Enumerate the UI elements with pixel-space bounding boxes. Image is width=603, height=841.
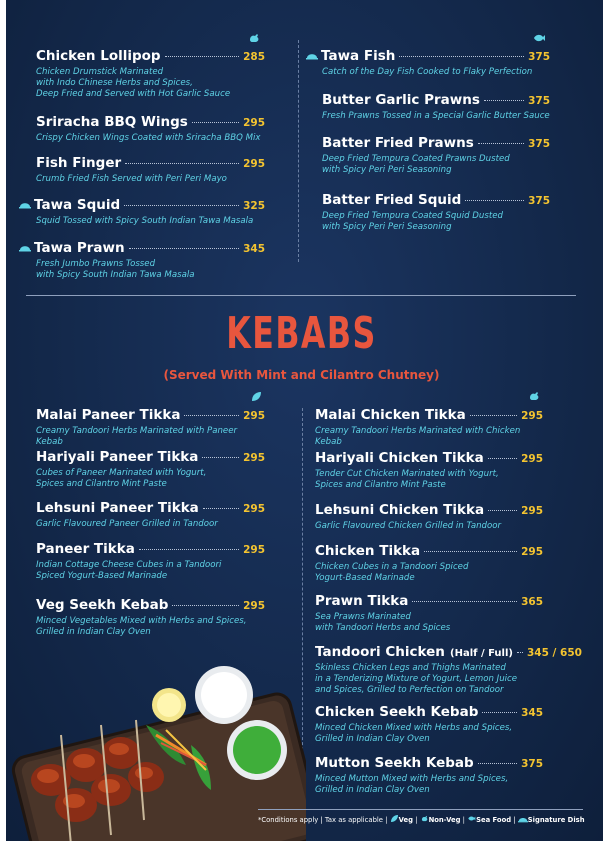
item-price: 295 bbox=[243, 410, 265, 422]
veg-leaf-icon bbox=[250, 390, 263, 403]
item-description: Garlic Flavoured Chicken Grilled in Tandoor bbox=[315, 521, 502, 531]
seafood-icon bbox=[467, 814, 476, 823]
item-price: 295 bbox=[243, 503, 265, 515]
chicken-icon bbox=[420, 814, 429, 823]
item-name: Hariyali Chicken Tikka bbox=[315, 450, 484, 466]
dot-leader bbox=[129, 248, 239, 249]
dot-leader bbox=[412, 601, 517, 602]
item-portion: (Half / Full) bbox=[450, 648, 513, 659]
item-description: Squid Tossed with Spicy South Indian Tawa Masala bbox=[36, 216, 254, 226]
item-name: Fish Finger bbox=[36, 155, 122, 171]
item-description: Tender Cut Chicken Marinated with Yogurt, Spices and Cilantro Mint Paste bbox=[315, 469, 499, 490]
dot-leader bbox=[517, 652, 523, 653]
footer-divider bbox=[258, 809, 583, 810]
section-title: KEBABS bbox=[226, 308, 377, 359]
item-description: Catch of the Day Fish Cooked to Flaky Perfection bbox=[322, 67, 533, 77]
dot-leader bbox=[482, 712, 517, 713]
section-subtitle: (Served With Mint and Cilantro Chutney) bbox=[163, 368, 440, 382]
item-price: 295 bbox=[243, 544, 265, 556]
menu-item bbox=[322, 192, 550, 233]
dot-leader bbox=[124, 205, 239, 206]
item-price: 375 bbox=[521, 758, 543, 770]
menu-item bbox=[315, 593, 543, 634]
item-name: Prawn Tikka bbox=[315, 593, 409, 609]
dot-leader bbox=[165, 56, 239, 57]
item-description: Sea Prawns Marinated with Tandoori Herbs and Spices bbox=[315, 612, 451, 633]
item-price: 295 bbox=[521, 546, 543, 558]
item-name: Lehsuni Chicken Tikka bbox=[315, 502, 485, 518]
item-description: Garlic Flavoured Paneer Grilled in Tandoor bbox=[36, 519, 218, 529]
chicken-icon bbox=[527, 389, 541, 403]
signature-dish-icon bbox=[19, 200, 31, 209]
menu-item bbox=[36, 500, 265, 530]
item-description: Indian Cottage Cheese Cubes in a Tandoori Spiced Yogurt-Based Marinade bbox=[36, 560, 222, 581]
item-name: Chicken Tikka bbox=[315, 543, 421, 559]
item-description: Cubes of Paneer Marinated with Yogurt, Spices and Cilantro Mint Paste bbox=[36, 468, 207, 489]
item-price: 345 bbox=[243, 243, 265, 255]
item-name: Hariyali Paneer Tikka bbox=[36, 449, 199, 465]
item-price: 295 bbox=[243, 158, 265, 170]
menu-item bbox=[36, 155, 265, 185]
item-name: Tawa Fish bbox=[321, 48, 396, 64]
footer-legend: *Conditions apply | Tax as applicable | Veg | Non-Veg | Sea Food | Signature Dish bbox=[258, 816, 585, 824]
menu-item bbox=[322, 135, 550, 176]
item-name: Chicken Lollipop bbox=[36, 48, 161, 64]
item-price: 285 bbox=[243, 51, 265, 63]
item-name: Tandoori Chicken bbox=[315, 644, 445, 660]
dot-leader bbox=[488, 458, 517, 459]
item-name: Mutton Seekh Kebab bbox=[315, 755, 474, 771]
chicken-icon bbox=[247, 31, 261, 45]
legend-signature: Signature Dish bbox=[527, 816, 585, 824]
item-description: Deep Fried Tempura Coated Squid Dusted with Spicy Peri Peri Seasoning bbox=[322, 211, 503, 232]
item-price: 295 bbox=[521, 410, 543, 422]
dot-leader bbox=[484, 100, 524, 101]
dot-leader bbox=[488, 510, 517, 511]
menu-item bbox=[315, 755, 543, 796]
menu-item bbox=[315, 407, 543, 448]
menu-item bbox=[36, 407, 265, 448]
item-price: 295 bbox=[521, 505, 543, 517]
item-price: 375 bbox=[528, 51, 550, 63]
menu-item bbox=[315, 450, 543, 491]
dot-leader bbox=[203, 508, 239, 509]
item-price: 295 bbox=[521, 453, 543, 465]
item-name: Chicken Seekh Kebab bbox=[315, 704, 479, 720]
dot-leader bbox=[172, 605, 239, 606]
item-name: Paneer Tikka bbox=[36, 541, 135, 557]
item-price: 345 bbox=[521, 707, 543, 719]
menu-item bbox=[315, 543, 543, 584]
item-name: Butter Garlic Prawns bbox=[322, 92, 480, 108]
legend-veg: Veg bbox=[398, 816, 413, 824]
item-name: Malai Chicken Tikka bbox=[315, 407, 466, 423]
item-description: Fresh Prawns Tossed in a Special Garlic Butter Sauce bbox=[322, 111, 550, 121]
item-name: Lehsuni Paneer Tikka bbox=[36, 500, 199, 516]
item-price: 295 bbox=[243, 600, 265, 612]
dot-leader bbox=[125, 163, 239, 164]
item-price: 365 bbox=[521, 596, 543, 608]
item-price: 295 bbox=[243, 452, 265, 464]
item-name: Tawa Prawn bbox=[34, 240, 125, 256]
item-description: Skinless Chicken Legs and Thighs Marinated in a Tenderizing Mixture of Yogurt, Lemon Juice and Spices, Grilled to Perfection on Tandoor bbox=[315, 663, 518, 695]
menu-item bbox=[36, 114, 265, 144]
menu-item bbox=[315, 704, 543, 745]
menu-item bbox=[36, 48, 265, 100]
item-price: 345 / 650 bbox=[526, 647, 582, 659]
item-description: Crumb Fried Fish Served with Peri Peri Mayo bbox=[36, 174, 227, 184]
legend-non-veg: Non-Veg bbox=[428, 816, 461, 824]
section-divider bbox=[26, 295, 576, 296]
dot-leader bbox=[184, 415, 239, 416]
item-name: Sriracha BBQ Wings bbox=[36, 114, 188, 130]
menu-item bbox=[36, 541, 265, 582]
menu-item bbox=[36, 597, 265, 638]
dot-leader bbox=[478, 143, 524, 144]
dot-leader bbox=[202, 457, 239, 458]
menu-item bbox=[306, 48, 550, 78]
menu-item bbox=[36, 449, 265, 490]
dot-leader bbox=[470, 415, 517, 416]
item-name: Veg Seekh Kebab bbox=[36, 597, 169, 613]
item-description: Creamy Tandoori Herbs Marinated with Paneer Kebab bbox=[36, 426, 238, 447]
item-price: 295 bbox=[243, 117, 265, 129]
dot-leader bbox=[465, 200, 524, 201]
item-name: Batter Fried Prawns bbox=[322, 135, 474, 151]
dot-leader bbox=[399, 56, 524, 57]
item-description: Chicken Drumstick Marinated with Indo Chinese Herbs and Spices, Deep Fried and Served with Hot Garlic Sauce bbox=[36, 67, 231, 99]
menu-item bbox=[315, 641, 582, 696]
menu-item bbox=[322, 92, 550, 122]
item-description: Minced Vegetables Mixed with Herbs and Spices, Grilled in Indian Clay Oven bbox=[36, 616, 247, 637]
item-price: 375 bbox=[528, 138, 550, 150]
item-description: Chicken Cubes in a Tandoori Spiced Yogurt-Based Marinade bbox=[315, 562, 469, 583]
column-divider bbox=[298, 40, 299, 262]
item-price: 375 bbox=[528, 195, 550, 207]
signature-dish-icon bbox=[19, 243, 31, 252]
item-name: Batter Fried Squid bbox=[322, 192, 462, 208]
seafood-icon bbox=[532, 31, 546, 45]
signature-dish-icon bbox=[518, 815, 528, 823]
signature-dish-icon bbox=[306, 51, 318, 60]
menu-item bbox=[19, 240, 265, 281]
item-price: 375 bbox=[528, 95, 550, 107]
item-description: Fresh Jumbo Prawns Tossed with Spicy South Indian Tawa Masala bbox=[36, 259, 195, 280]
dot-leader bbox=[139, 549, 239, 550]
item-description: Creamy Tandoori Herbs Marinated with Chicken Kebab bbox=[315, 426, 521, 447]
menu-item bbox=[19, 197, 265, 227]
dot-leader bbox=[424, 551, 517, 552]
item-name: Tawa Squid bbox=[34, 197, 121, 213]
item-description: Minced Chicken Mixed with Herbs and Spices, Grilled in Indian Clay Oven bbox=[315, 723, 513, 744]
legend-seafood: Sea Food bbox=[476, 816, 512, 824]
item-description: Crispy Chicken Wings Coated with Sriracha BBQ Mix bbox=[36, 133, 261, 143]
item-price: 325 bbox=[243, 200, 265, 212]
item-description: Minced Mutton Mixed with Herbs and Spices, Grilled in Indian Clay Oven bbox=[315, 774, 509, 795]
item-name: Malai Paneer Tikka bbox=[36, 407, 181, 423]
item-description: Deep Fried Tempura Coated Prawns Dusted with Spicy Peri Peri Seasoning bbox=[322, 154, 510, 175]
dot-leader bbox=[478, 763, 517, 764]
menu-item bbox=[315, 502, 543, 532]
dot-leader bbox=[192, 122, 239, 123]
veg-leaf-icon bbox=[390, 814, 399, 823]
footer-conditions: *Conditions apply | Tax as applicable | bbox=[258, 816, 388, 824]
